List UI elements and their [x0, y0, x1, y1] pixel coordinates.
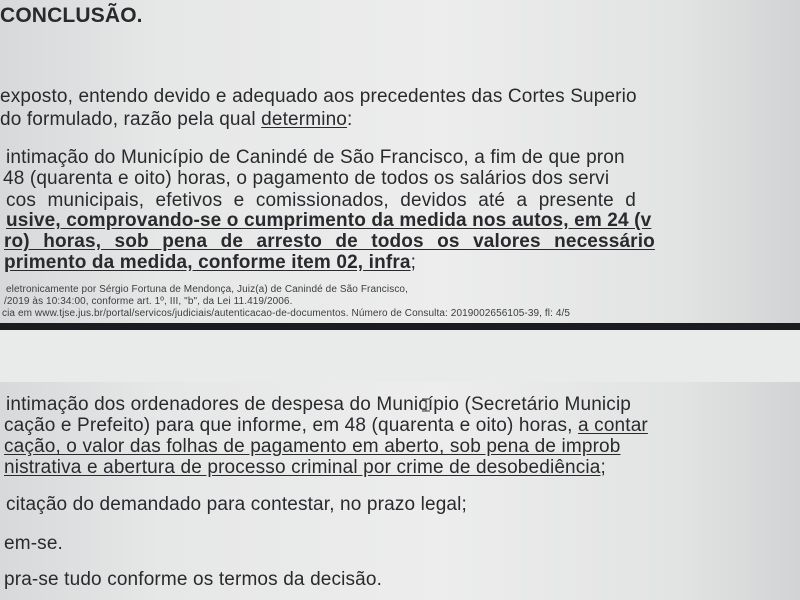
item-b-line — [4, 457, 606, 479]
item-e-line: pra-se tudo conforme os termos da decisão. — [4, 569, 383, 590]
item-b-line: cação, o valor das folhas de pagamento em aberto, sob pena de improb — [4, 436, 621, 457]
section-heading: CONCLUSÃO. — [0, 4, 143, 27]
text-fragment: ; — [410, 252, 417, 273]
item-a-bold-line: ro) horas, sob pena de arresto de todos os valores necessário — [4, 231, 655, 252]
underlined-text: a contar — [578, 415, 648, 436]
paragraph-line: exposto, entendo devido e adequado aos precedentes das Cortes Superio — [0, 86, 637, 107]
page-top-margin — [0, 330, 800, 382]
item-a-bold-line: primento da medida, conforme item 02, infra — [4, 252, 411, 273]
text-fragment: cação e Prefeito) para que informe, em 48 (quarenta e oito) horas, — [4, 415, 579, 436]
page-divider — [0, 323, 800, 330]
determino-term: determino — [261, 109, 348, 130]
item-b-line — [4, 415, 648, 437]
text-fragment: ; — [600, 457, 606, 478]
item-d-line: em-se. — [4, 533, 63, 554]
item-a-line: intimação do Município de Canindé de São Francisco, a fim de que pron — [6, 147, 625, 168]
signature-date-line: /2019 às 10:34:00, conforme art. 1º, III, "b", da Lei 11.419/2006. — [4, 296, 293, 307]
text-fragment: : — [347, 109, 353, 130]
underlined-text: desobediência — [476, 457, 601, 478]
underlined-text: crime de — [396, 457, 476, 478]
item-a-bold-line: usive, comprovando-se o cumprimento da medida nos autos, em 24 (v — [6, 210, 652, 231]
authentication-line: cia em www.tjse.jus.br/portal/servicos/judiciais/autenticacao-de-documentos. Número de Consulta: 2019002656105-39, fl: 4/5 — [2, 308, 571, 319]
text-cursor-icon — [421, 398, 431, 412]
paragraph-line — [0, 109, 352, 131]
underlined-text: nistrativa e abertura de processo criminal por — [4, 457, 397, 478]
signature-line: eletronicamente por Sérgio Fortuna de Mendonça, Juiz(a) de Canindé de São Francisco, — [6, 284, 408, 295]
item-a-line: 48 (quarenta e oito) horas, o pagamento de todos os salários dos servi — [3, 168, 610, 189]
item-b-line: intimação dos ordenadores de despesa do Município (Secretário Municip — [6, 394, 632, 415]
item-a-line: cos municipais, efetivos e comissionados, devidos até a presente d — [6, 190, 636, 211]
item-c-line: citação do demandado para contestar, no prazo legal; — [6, 494, 467, 515]
text-fragment: do formulado, razão pela qual — [0, 109, 262, 130]
